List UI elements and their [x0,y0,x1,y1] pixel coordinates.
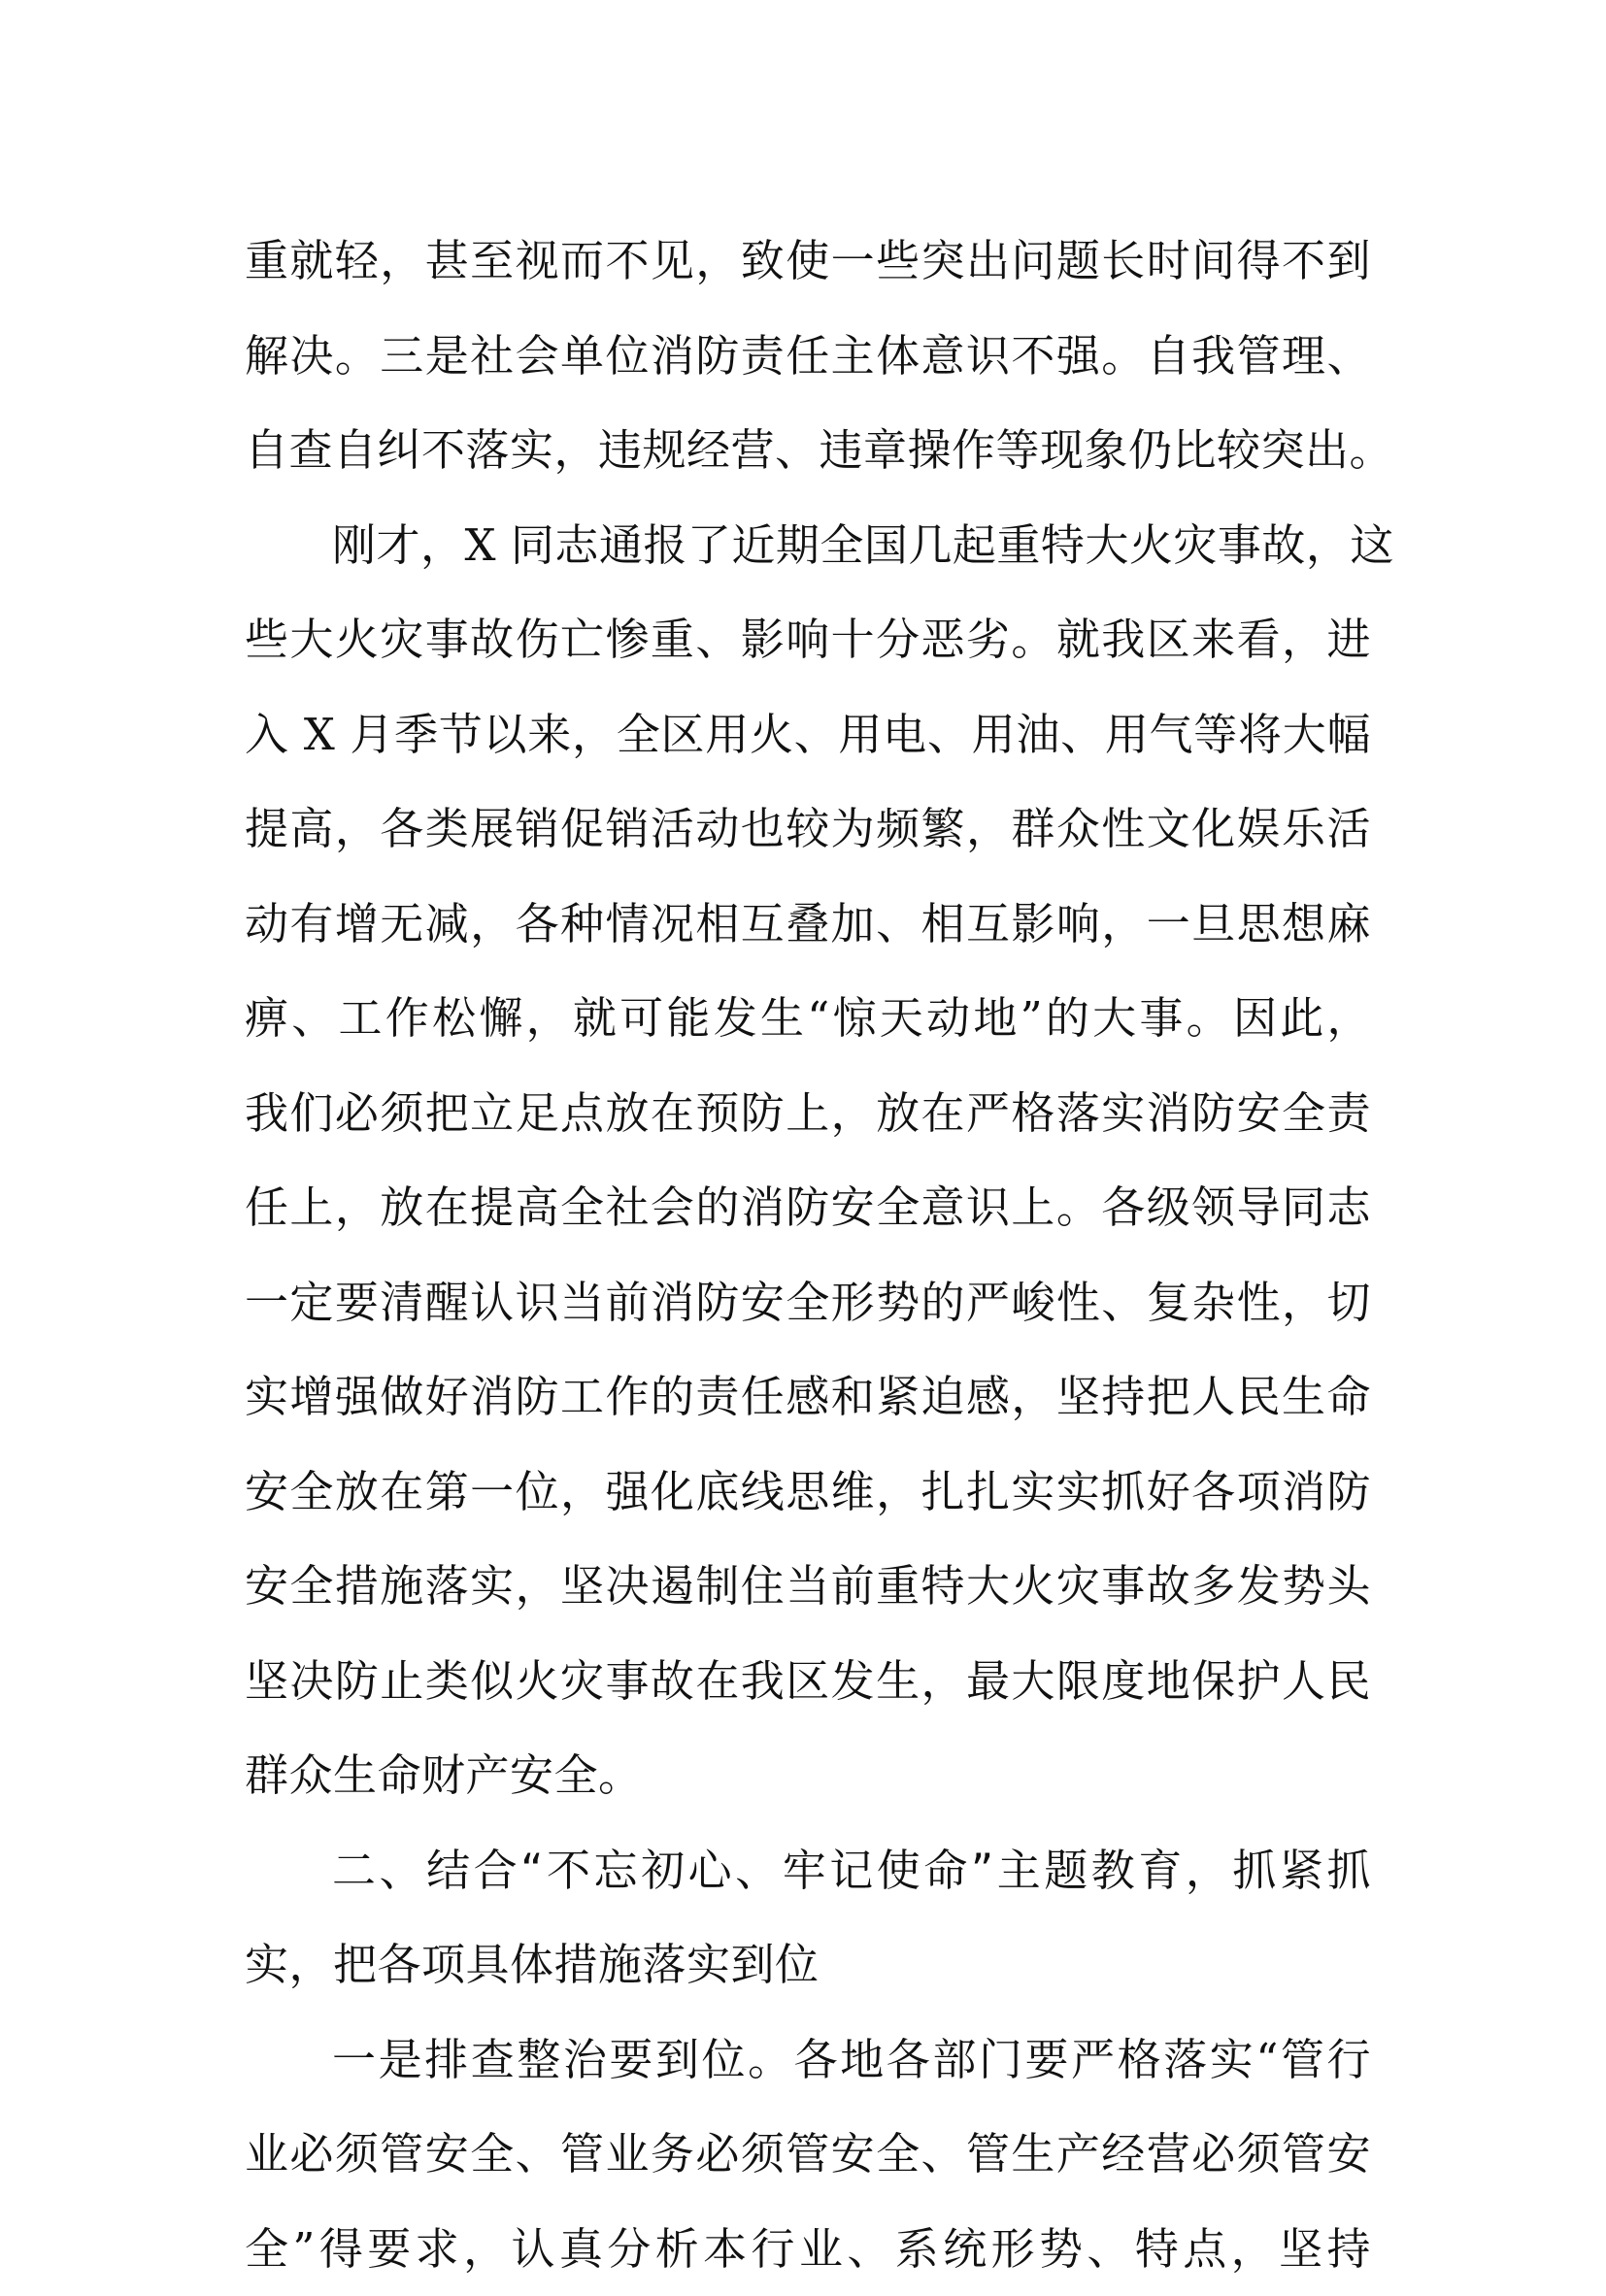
paragraph-4 [245,2013,1371,2296]
text-line: 安全措施落实，坚决遏制住当前重特大火灾事故多发势头 [245,1539,1371,1634]
text-line: 入 X 月季节以来，全区用火、用电、用油、用气等将大幅 [245,687,1371,782]
text-line: 痹、工作松懈，就可能发生“惊天动地”的大事。因此， [245,971,1371,1066]
text-line: 动有增无减，各种情况相互叠加、相互影响，一旦思想麻 [245,877,1371,972]
paragraph-2 [245,498,1371,1823]
text-line: 实增强做好消防工作的责任感和紧迫感，坚持把人民生命 [245,1349,1371,1445]
text-line: 业必须管安全、管业务必须管安全、管生产经营必须管安 [245,2107,1371,2202]
text-line: 我们必须把立足点放在预防上，放在严格落实消防安全责 [245,1066,1371,1161]
document-body [245,214,1371,2296]
text-line: 实，把各项具体措施落实到位 [245,1917,1371,2013]
text-line: 一是排查整治要到位。各地各部门要严格落实“管行 [245,2013,1371,2108]
text-line: 安全放在第一位，强化底线思维，扎扎实实抓好各项消防 [245,1445,1371,1540]
text-line: 些大火灾事故伤亡惨重、影响十分恶劣。就我区来看，进 [245,592,1371,687]
text-line: 重就轻，甚至视而不见，致使一些突出问题长时间得不到 [245,214,1371,309]
section-heading [245,1823,1371,2013]
text-line: 二、结合“不忘初心、牢记使命”主题教育，抓紧抓 [245,1823,1371,1918]
text-line: 自查自纠不落实，违规经营、违章操作等现象仍比较突出。 [245,403,1371,498]
paragraph-1 [245,214,1371,498]
text-line: 群众生命财产安全。 [245,1728,1371,1823]
text-line: 一定要清醒认识当前消防安全形势的严峻性、复杂性，切 [245,1255,1371,1350]
text-line: 刚才，X 同志通报了近期全国几起重特大火灾事故，这 [245,498,1371,593]
text-line: 解决。三是社会单位消防责任主体意识不强。自我管理、 [245,309,1371,404]
text-line: 坚决防止类似火灾事故在我区发生，最大限度地保护人民 [245,1634,1371,1729]
text-line: 提高，各类展销促销活动也较为频繁，群众性文化娱乐活 [245,782,1371,877]
text-line: 任上，放在提高全社会的消防安全意识上。各级领导同志 [245,1160,1371,1255]
text-line: 全”得要求，认真分析本行业、系统形势、特点，坚持 [245,2202,1371,2296]
